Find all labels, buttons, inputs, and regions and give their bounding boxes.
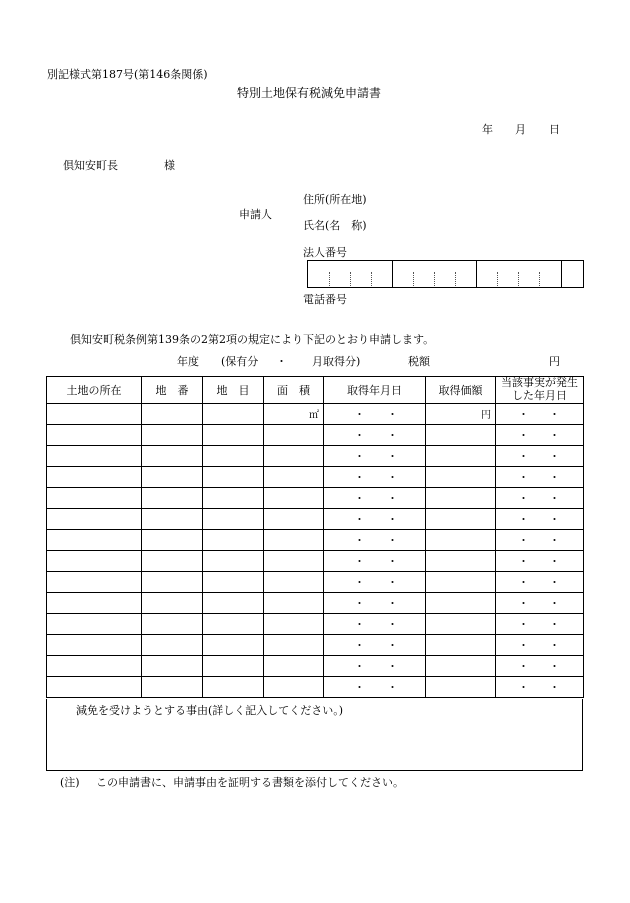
date-separator-dot: ・ bbox=[518, 618, 529, 631]
table-cell[interactable] bbox=[426, 656, 496, 677]
date-separator-dot: ・ bbox=[354, 681, 365, 694]
statement-text: 倶知安町税条例第139条の2第2項の規定により下記のとおり申請します。 bbox=[70, 333, 435, 346]
table-cell[interactable] bbox=[142, 656, 203, 677]
date-separator-dot: ・ bbox=[518, 639, 529, 652]
table-cell[interactable] bbox=[324, 509, 426, 530]
date-separator-dot: ・ bbox=[549, 471, 560, 484]
table-cell[interactable] bbox=[47, 593, 142, 614]
table-cell[interactable] bbox=[324, 614, 426, 635]
table-cell[interactable] bbox=[47, 467, 142, 488]
table-row bbox=[47, 488, 584, 509]
table-cell[interactable] bbox=[142, 467, 203, 488]
area-unit: ㎡ bbox=[309, 410, 319, 421]
date-separator-dot: ・ bbox=[549, 660, 560, 673]
date-separator-dot: ・ bbox=[518, 681, 529, 694]
table-cell[interactable] bbox=[47, 509, 142, 530]
note-label: (注) bbox=[60, 776, 80, 789]
form-number: 別記様式第187号(第146条関係) bbox=[47, 68, 208, 81]
date-separator-dot: ・ bbox=[549, 513, 560, 526]
date-separator-dot: ・ bbox=[518, 429, 529, 442]
table-row bbox=[47, 593, 584, 614]
header-lot-number: 地 番 bbox=[142, 377, 203, 404]
table-cell[interactable] bbox=[496, 404, 584, 425]
form-title: 特別土地保有税減免申請書 bbox=[237, 86, 382, 100]
date-separator-dot: ・ bbox=[354, 576, 365, 589]
table-cell[interactable] bbox=[203, 446, 264, 467]
table-cell[interactable] bbox=[496, 530, 584, 551]
date-separator-dot: ・ bbox=[549, 534, 560, 547]
table-cell[interactable] bbox=[426, 425, 496, 446]
table-cell[interactable] bbox=[203, 425, 264, 446]
date-separator-dot: ・ bbox=[518, 576, 529, 589]
tax-held-label: (保有分 bbox=[221, 355, 259, 368]
table-row bbox=[47, 551, 584, 572]
table-cell[interactable] bbox=[203, 572, 264, 593]
price-unit: 円 bbox=[481, 410, 491, 421]
table-cell[interactable] bbox=[142, 677, 203, 698]
date-separator-dot: ・ bbox=[387, 450, 398, 463]
date-separator-dot: ・ bbox=[387, 681, 398, 694]
date-separator-dot: ・ bbox=[549, 618, 560, 631]
table-cell[interactable] bbox=[264, 593, 324, 614]
table-cell[interactable] bbox=[142, 614, 203, 635]
table-cell[interactable] bbox=[324, 404, 426, 425]
table-row bbox=[47, 614, 584, 635]
note-text: この申請書に、申請事由を証明する書類を添付してください。 bbox=[96, 776, 404, 789]
table-cell[interactable] bbox=[324, 488, 426, 509]
table-cell[interactable] bbox=[264, 572, 324, 593]
date-separator-dot: ・ bbox=[387, 639, 398, 652]
date-separator-dot: ・ bbox=[387, 429, 398, 442]
header-area: 面 積 bbox=[264, 377, 324, 404]
date-separator-dot: ・ bbox=[387, 471, 398, 484]
table-cell[interactable] bbox=[203, 530, 264, 551]
table-cell[interactable] bbox=[324, 425, 426, 446]
table-cell[interactable] bbox=[324, 551, 426, 572]
table-cell[interactable] bbox=[203, 404, 264, 425]
date-separator-dot: ・ bbox=[354, 492, 365, 505]
table-cell[interactable] bbox=[142, 446, 203, 467]
table-cell[interactable] bbox=[426, 593, 496, 614]
table-cell[interactable] bbox=[264, 509, 324, 530]
table-cell[interactable] bbox=[324, 572, 426, 593]
table-cell[interactable] bbox=[47, 572, 142, 593]
table-cell[interactable] bbox=[496, 635, 584, 656]
table-cell[interactable] bbox=[47, 635, 142, 656]
table-header-row bbox=[47, 377, 584, 404]
date-separator-dot: ・ bbox=[354, 618, 365, 631]
table-cell[interactable] bbox=[426, 677, 496, 698]
table-cell[interactable] bbox=[142, 509, 203, 530]
table-row bbox=[47, 530, 584, 551]
date-separator-dot: ・ bbox=[518, 660, 529, 673]
table-cell[interactable] bbox=[47, 530, 142, 551]
table-cell[interactable] bbox=[324, 635, 426, 656]
table-row bbox=[47, 404, 584, 425]
table-cell[interactable] bbox=[47, 446, 142, 467]
table-cell[interactable] bbox=[264, 446, 324, 467]
table-cell[interactable] bbox=[426, 488, 496, 509]
table-row bbox=[47, 425, 584, 446]
date-separator-dot: ・ bbox=[518, 450, 529, 463]
date-separator-dot: ・ bbox=[387, 660, 398, 673]
table-cell[interactable] bbox=[324, 656, 426, 677]
tax-year-label: 年度 bbox=[177, 355, 199, 368]
tax-yen-label: 円 bbox=[549, 355, 560, 368]
table-cell[interactable] bbox=[426, 467, 496, 488]
reason-box[interactable] bbox=[46, 699, 583, 771]
table-cell[interactable] bbox=[203, 551, 264, 572]
table-cell[interactable] bbox=[142, 551, 203, 572]
date-separator-dot: ・ bbox=[518, 471, 529, 484]
date-separator-dot: ・ bbox=[354, 471, 365, 484]
header-land-category: 地 目 bbox=[203, 377, 264, 404]
phone-label: 電話番号 bbox=[303, 293, 347, 306]
date-separator-dot: ・ bbox=[518, 513, 529, 526]
table-cell[interactable] bbox=[496, 677, 584, 698]
table-cell[interactable] bbox=[203, 593, 264, 614]
table-cell[interactable] bbox=[203, 677, 264, 698]
table-cell[interactable] bbox=[203, 467, 264, 488]
date-separator-dot: ・ bbox=[387, 576, 398, 589]
table-cell[interactable] bbox=[142, 572, 203, 593]
table-cell[interactable] bbox=[47, 404, 142, 425]
table-cell[interactable] bbox=[264, 404, 324, 425]
table-cell[interactable] bbox=[426, 446, 496, 467]
table-cell[interactable] bbox=[324, 467, 426, 488]
corp-number-label: 法人番号 bbox=[303, 246, 347, 259]
table-cell[interactable] bbox=[264, 635, 324, 656]
date-separator-dot: ・ bbox=[387, 555, 398, 568]
table-cell[interactable] bbox=[496, 656, 584, 677]
table-cell[interactable] bbox=[47, 614, 142, 635]
date-separator-dot: ・ bbox=[387, 618, 398, 631]
table-cell[interactable] bbox=[203, 656, 264, 677]
header-acquisition-date: 取得年月日 bbox=[324, 377, 426, 404]
date-separator-dot: ・ bbox=[354, 597, 365, 610]
date-separator-dot: ・ bbox=[518, 555, 529, 568]
date-separator-dot: ・ bbox=[354, 429, 365, 442]
table-cell[interactable] bbox=[496, 509, 584, 530]
table-cell[interactable] bbox=[203, 635, 264, 656]
date-separator-dot: ・ bbox=[354, 513, 365, 526]
table-cell[interactable] bbox=[264, 488, 324, 509]
date-separator-dot: ・ bbox=[518, 597, 529, 610]
table-row bbox=[47, 446, 584, 467]
date-separator-dot: ・ bbox=[549, 555, 560, 568]
addressee-honorific: 様 bbox=[164, 159, 175, 172]
date-separator-dot: ・ bbox=[549, 639, 560, 652]
table-cell[interactable] bbox=[142, 488, 203, 509]
table-cell[interactable] bbox=[496, 593, 584, 614]
table-cell[interactable] bbox=[324, 446, 426, 467]
table-row bbox=[47, 635, 584, 656]
table-cell[interactable] bbox=[496, 425, 584, 446]
date-separator-dot: ・ bbox=[354, 639, 365, 652]
date-separator-dot: ・ bbox=[387, 597, 398, 610]
date-year-label: 年 bbox=[482, 123, 493, 136]
date-separator-dot: ・ bbox=[387, 534, 398, 547]
table-cell[interactable] bbox=[264, 551, 324, 572]
table-cell[interactable] bbox=[496, 446, 584, 467]
table-cell[interactable] bbox=[264, 677, 324, 698]
date-separator-dot: ・ bbox=[549, 576, 560, 589]
table-cell[interactable] bbox=[496, 551, 584, 572]
table-cell[interactable] bbox=[142, 593, 203, 614]
table-row bbox=[47, 467, 584, 488]
date-separator-dot: ・ bbox=[549, 681, 560, 694]
table-cell[interactable] bbox=[496, 488, 584, 509]
addressee-name: 倶知安町長 bbox=[63, 159, 118, 172]
table-cell[interactable] bbox=[203, 509, 264, 530]
table-cell[interactable] bbox=[264, 425, 324, 446]
table-cell[interactable] bbox=[426, 614, 496, 635]
table-cell[interactable] bbox=[47, 551, 142, 572]
table-cell[interactable] bbox=[47, 656, 142, 677]
header-location: 土地の所在 bbox=[47, 377, 142, 404]
table-cell[interactable] bbox=[264, 467, 324, 488]
table-cell[interactable] bbox=[142, 635, 203, 656]
table-row bbox=[47, 677, 584, 698]
date-separator-dot: ・ bbox=[354, 408, 365, 421]
table-cell[interactable] bbox=[264, 614, 324, 635]
tax-amount-label: 税額 bbox=[408, 355, 430, 368]
table-cell[interactable] bbox=[496, 614, 584, 635]
name-label: 氏名(名 称) bbox=[303, 219, 367, 232]
table-cell[interactable] bbox=[426, 572, 496, 593]
date-separator-dot: ・ bbox=[354, 660, 365, 673]
date-separator-dot: ・ bbox=[354, 450, 365, 463]
table-cell[interactable] bbox=[47, 488, 142, 509]
reason-label: 減免を受けようとする事由(詳しく記入してください。) bbox=[76, 704, 344, 717]
table-cell[interactable] bbox=[142, 404, 203, 425]
table-row bbox=[47, 572, 584, 593]
header-event-date: 当該事実が発生した年月日 bbox=[496, 377, 584, 404]
table-cell[interactable] bbox=[426, 509, 496, 530]
header-acquisition-price: 取得価額 bbox=[426, 377, 496, 404]
table-cell[interactable] bbox=[142, 530, 203, 551]
date-separator-dot: ・ bbox=[354, 555, 365, 568]
address-label: 住所(所在地) bbox=[303, 193, 367, 206]
table-cell[interactable] bbox=[203, 614, 264, 635]
table-cell[interactable] bbox=[264, 656, 324, 677]
table-cell[interactable] bbox=[203, 488, 264, 509]
table-cell[interactable] bbox=[324, 593, 426, 614]
date-separator-dot: ・ bbox=[549, 492, 560, 505]
table-row bbox=[47, 656, 584, 677]
land-table bbox=[46, 376, 584, 698]
date-separator-dot: ・ bbox=[549, 408, 560, 421]
table-cell[interactable] bbox=[324, 530, 426, 551]
table-cell[interactable] bbox=[264, 530, 324, 551]
table-cell[interactable] bbox=[426, 635, 496, 656]
date-separator-dot: ・ bbox=[354, 534, 365, 547]
applicant-label: 申請人 bbox=[239, 208, 272, 221]
table-cell[interactable] bbox=[142, 425, 203, 446]
tax-acquired-label: 月取得分) bbox=[312, 355, 361, 368]
table-row bbox=[47, 509, 584, 530]
table-cell[interactable] bbox=[426, 404, 496, 425]
date-separator-dot: ・ bbox=[549, 429, 560, 442]
date-separator-dot: ・ bbox=[518, 534, 529, 547]
date-day-label: 日 bbox=[549, 123, 560, 136]
date-separator-dot: ・ bbox=[549, 450, 560, 463]
date-separator-dot: ・ bbox=[387, 492, 398, 505]
table-cell[interactable] bbox=[324, 677, 426, 698]
table-cell[interactable] bbox=[426, 551, 496, 572]
date-month-label: 月 bbox=[515, 123, 526, 136]
date-separator-dot: ・ bbox=[387, 513, 398, 526]
date-separator-dot: ・ bbox=[518, 408, 529, 421]
date-separator-dot: ・ bbox=[549, 597, 560, 610]
table-cell[interactable] bbox=[47, 677, 142, 698]
tax-dot: ・ bbox=[276, 355, 287, 368]
table-cell[interactable] bbox=[426, 530, 496, 551]
date-separator-dot: ・ bbox=[387, 408, 398, 421]
table-cell[interactable] bbox=[496, 572, 584, 593]
table-cell[interactable] bbox=[47, 425, 142, 446]
table-cell[interactable] bbox=[496, 467, 584, 488]
date-separator-dot: ・ bbox=[518, 492, 529, 505]
